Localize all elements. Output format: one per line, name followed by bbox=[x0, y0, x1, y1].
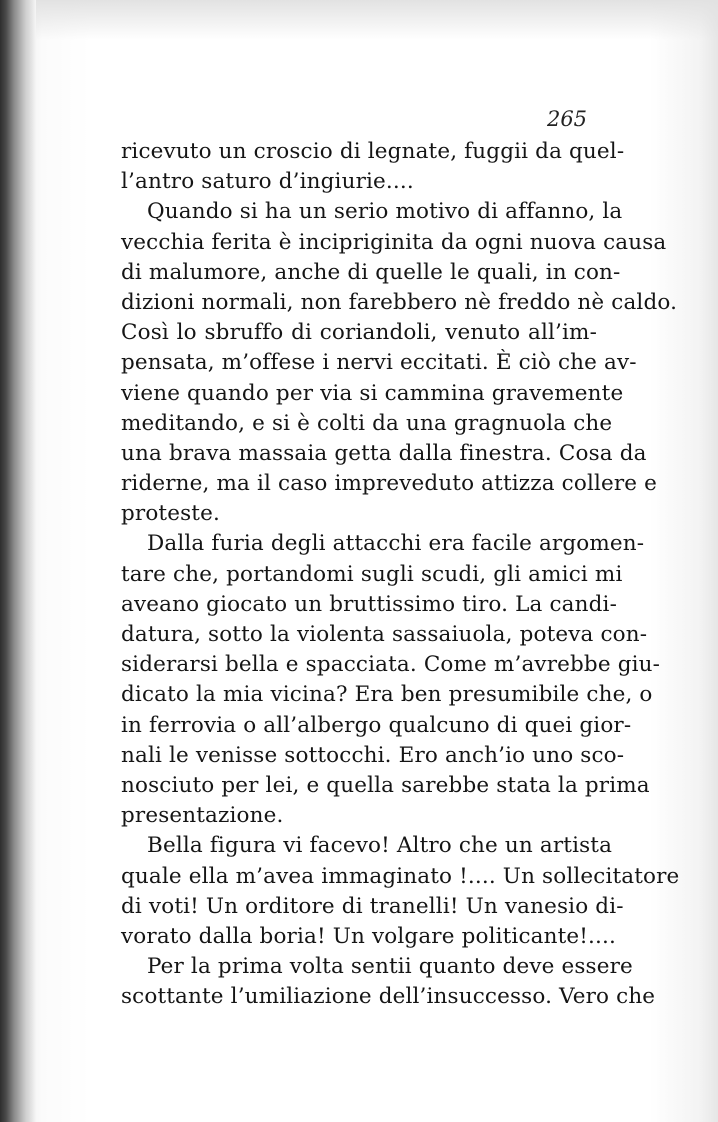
text-line: dicato la mia vicina? Era ben presumibile che, o bbox=[121, 682, 653, 708]
text-line: di voti! Un orditore di tranelli! Un vanesio di- bbox=[121, 893, 624, 919]
body-text bbox=[121, 137, 680, 1012]
text-line: di malumore, anche di quelle le quali, in con- bbox=[121, 259, 621, 285]
text-line: ricevuto un croscio di legnate, fuggii da quel- bbox=[121, 139, 625, 164]
text-line: proteste. bbox=[121, 501, 220, 527]
text-line: viene quando per via si cammina gravemente bbox=[121, 380, 624, 406]
text-line: pensata, m’offese i nervi eccitati. È ciò che av- bbox=[121, 350, 637, 376]
paragraph-start-line: Dalla furia degli attacchi era facile argomen- bbox=[147, 531, 645, 557]
text-line: quale ella m’avea immaginato !.... Un sollecitatore bbox=[121, 863, 680, 889]
text-line: aveano giocato un bruttissimo tiro. La candi- bbox=[121, 591, 617, 617]
paragraph-start-line: Per la prima volta sentii quanto deve essere bbox=[147, 954, 633, 980]
book-binding-shadow bbox=[0, 0, 36, 1122]
text-line: l’antro saturo d’ingiurie.... bbox=[121, 169, 414, 195]
text-line: siderarsi bella e spacciata. Come m’avrebbe giu- bbox=[121, 652, 661, 678]
paragraph-start-line: Quando si ha un serio motivo di affanno, la bbox=[147, 199, 623, 225]
text-line: riderne, ma il caso impreveduto attizza collere e bbox=[121, 471, 658, 497]
text-line: nali le venisse sottocchi. Ero anch’io uno sco- bbox=[121, 742, 625, 768]
text-line: vecchia ferita è incipriginita da ogni nuova causa bbox=[121, 229, 667, 255]
text-line: Così lo sbruffo di coriandoli, venuto all’im- bbox=[121, 320, 597, 346]
text-line: in ferrovia o all’albergo qualcuno di quei gior- bbox=[121, 712, 632, 738]
paragraph-start-line: Bella figura vi facevo! Altro che un artista bbox=[147, 833, 613, 859]
text-line: tare che, portandomi sugli scudi, gli amici mi bbox=[121, 561, 623, 587]
page-top-shadow bbox=[36, 0, 718, 40]
text-line: meditando, e si è colti da una gragnuola che bbox=[121, 410, 613, 436]
text-line: datura, sotto la violenta sassaiuola, poteva con- bbox=[121, 622, 648, 647]
text-line: vorato dalla boria! Un volgare politicante!.... bbox=[121, 923, 616, 949]
text-line: una brava massaia getta dalla finestra. Cosa da bbox=[121, 440, 647, 466]
page-number: 265 bbox=[546, 107, 588, 131]
text-line: scottante l’umiliazione dell’insuccesso. Vero che bbox=[121, 984, 656, 1010]
text-line: presentazione. bbox=[121, 803, 284, 829]
text-line: nosciuto per lei, e quella sarebbe stata la prima bbox=[121, 772, 650, 798]
text-line: dizioni normali, non farebbero nè freddo nè caldo. bbox=[121, 289, 678, 315]
